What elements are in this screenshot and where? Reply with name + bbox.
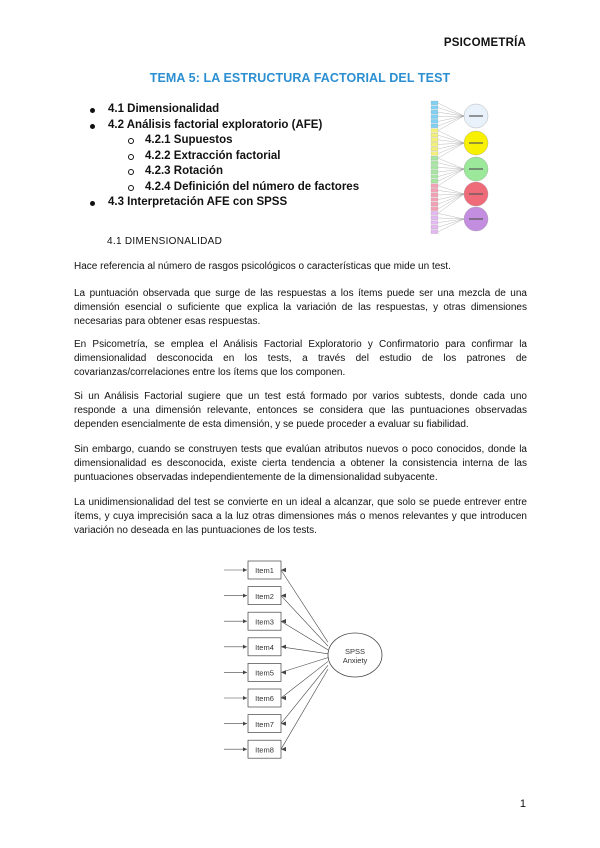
thumbnail-loading-line bbox=[438, 143, 464, 144]
arrowhead-icon bbox=[281, 593, 286, 597]
arrowhead-icon bbox=[243, 670, 247, 674]
thumbnail-loading-line bbox=[438, 169, 464, 181]
thumbnail-item-box bbox=[431, 106, 438, 110]
item-label: Item4 bbox=[255, 643, 274, 652]
thumbnail-item-box bbox=[431, 129, 438, 133]
thumbnail-item-box bbox=[431, 230, 438, 234]
loading-arrow bbox=[281, 621, 328, 650]
loading-arrow bbox=[281, 661, 328, 698]
thumbnail-item-box bbox=[431, 184, 438, 188]
thumbnail-item-box bbox=[431, 207, 438, 211]
thumbnail-item-box bbox=[431, 110, 438, 114]
course-header: PSICOMETRÍA bbox=[443, 37, 526, 49]
toc-item-label: 4.2.3 Rotación bbox=[145, 165, 223, 177]
factor-label-line2: Anxiety bbox=[342, 656, 368, 665]
toc-item bbox=[88, 102, 418, 118]
item-label: Item6 bbox=[255, 694, 274, 704]
page-title: TEMA 5: LA ESTRUCTURA FACTORIAL DEL TEST bbox=[149, 71, 451, 85]
bullet-circle-icon bbox=[128, 154, 134, 160]
arrowhead-icon bbox=[243, 722, 247, 726]
thumbnail-loading-line bbox=[438, 116, 464, 121]
thumbnail-loading-line bbox=[438, 131, 464, 143]
toc-item bbox=[88, 118, 418, 134]
thumbnail-loading-line bbox=[438, 194, 464, 209]
arrowhead-icon bbox=[281, 645, 286, 649]
paragraph-2: La puntuación observada que surge de las respuestas a los ítems puede ser una mezcla de una dimensión esencial o suficiente que explica la variación de las respuestas, y otras dimensiones necesarias para obtener esas respuestas. bbox=[74, 288, 527, 328]
item-label: Item3 bbox=[255, 617, 274, 627]
arrowhead-icon bbox=[243, 645, 247, 649]
thumbnail-item-box bbox=[431, 221, 438, 225]
thumbnail-item-box bbox=[431, 142, 438, 146]
thumbnail-item-box bbox=[431, 175, 438, 179]
thumbnail-factor-label-mark bbox=[469, 168, 483, 169]
thumbnail-item-box bbox=[431, 147, 438, 151]
loading-arrow bbox=[281, 665, 328, 723]
toc-item-label: 4.2 Análisis factorial exploratorio (AFE) bbox=[108, 118, 323, 131]
thumbnail-item-box bbox=[431, 156, 438, 160]
thumbnail-item-box bbox=[431, 152, 438, 156]
toc-item-label: 4.2.2 Extracción factorial bbox=[145, 149, 281, 162]
thumbnail-item-box bbox=[431, 124, 438, 128]
thumbnail-item-box bbox=[431, 198, 438, 202]
thumbnail-loading-line bbox=[438, 140, 464, 143]
paragraph-5: Sin embargo, cuando se construyen tests que evalúan atributos nuevos o poco conocidos, donde la dimensionalidad es desconocida, existe cierta tendencia a obtener la consistencia interna de las puntuaciones observadas independientemente de la dimensionalidad subyacente. bbox=[74, 444, 527, 484]
item-label: Item1 bbox=[255, 566, 274, 576]
toc-item-label: 4.3 Interpretación AFE con SPSS bbox=[108, 196, 288, 208]
thumbnail-factor-label-mark bbox=[469, 218, 483, 219]
thumbnail-loading-line bbox=[438, 169, 464, 177]
section-heading: 4.1 DIMENSIONALIDAD bbox=[107, 236, 223, 247]
paragraph-1: Hace referencia al número de rasgos psicológicos o características que mide un test. bbox=[74, 261, 451, 272]
arrowhead-icon bbox=[243, 594, 247, 598]
paragraph-4: Si un Análisis Factorial sugiere que un test está formado por varios subtests, donde cada uno responde a una dimensión relevante, entonces se considera que las puntuaciones observadas dependen esencialmente de esta dimensión, y se puede proceder a evaluar su fiabilidad. bbox=[74, 391, 527, 431]
loading-arrow bbox=[281, 669, 328, 749]
thumbnail-factor-label-mark bbox=[469, 193, 483, 194]
thumbnail-factor-label-mark bbox=[469, 142, 483, 143]
arrowhead-icon bbox=[243, 696, 247, 700]
arrowhead-icon bbox=[243, 619, 247, 623]
toc-item bbox=[88, 133, 418, 149]
thumbnail-item-box bbox=[431, 170, 438, 174]
thumbnail-loading-line bbox=[438, 116, 464, 126]
paragraph-3: En Psicometría, se emplea el Análisis Factorial Exploratorio y Confirmatorio para confirmar la dimensionalidad desconocida en los tests, a través del estudio de los patrones de covarianzas/correlaciones entre los ítems que los componen. bbox=[74, 339, 527, 379]
thumbnail-item-box bbox=[431, 216, 438, 220]
thumbnail-item-box bbox=[431, 161, 438, 165]
arrowhead-icon bbox=[281, 721, 286, 725]
item-label: Item2 bbox=[255, 591, 274, 601]
toc-item bbox=[88, 180, 418, 196]
thumbnail-loading-line bbox=[438, 143, 464, 158]
thumbnail-item-box bbox=[431, 202, 438, 206]
thumbnail-item-box bbox=[431, 115, 438, 119]
bullet-circle-icon bbox=[128, 138, 134, 144]
toc-item-label: 4.1 Dimensionalidad bbox=[108, 103, 220, 115]
arrowhead-icon bbox=[243, 747, 247, 751]
bullet-circle-icon bbox=[128, 169, 134, 175]
thumbnail-item-box bbox=[431, 211, 438, 215]
toc-item bbox=[88, 164, 418, 180]
thumbnail-loading-line bbox=[438, 194, 464, 204]
toc-item-label: 4.2.1 Supuestos bbox=[145, 134, 233, 146]
table-of-contents bbox=[88, 102, 418, 211]
paragraph-6: La unidimensionalidad del test se convierte en un ideal a alcanzar, que solo se puede entrever entre ítems, y cuya imprecisión saca a la luz otras dimensiones más o menos relevantes y que introducen variación no deseada en las puntuaciones de los tests. bbox=[74, 497, 527, 537]
bullet-dot-icon bbox=[90, 201, 95, 206]
thumbnail-item-box bbox=[431, 133, 438, 137]
thumbnail-loading-line bbox=[438, 186, 464, 194]
bullet-dot-icon bbox=[90, 124, 95, 129]
arrowhead-icon bbox=[243, 568, 247, 572]
thumbnail-loading-line bbox=[438, 158, 464, 169]
page-number: 1 bbox=[519, 798, 526, 810]
loading-arrow bbox=[281, 658, 328, 673]
one-factor-path-diagram bbox=[210, 555, 390, 767]
thumbnail-loading-line bbox=[438, 167, 464, 169]
loading-arrow bbox=[281, 570, 328, 642]
item-label: Item7 bbox=[255, 719, 274, 729]
factor-structure-thumbnail bbox=[426, 98, 492, 236]
item-label: Item5 bbox=[255, 668, 274, 678]
thumbnail-item-box bbox=[431, 188, 438, 192]
thumbnail-loading-line bbox=[438, 143, 464, 154]
thumbnail-item-box bbox=[431, 165, 438, 169]
toc-item bbox=[88, 149, 418, 165]
arrowhead-icon bbox=[281, 670, 286, 674]
factor-label-line1: SPSS bbox=[344, 647, 366, 656]
thumbnail-loading-line bbox=[438, 116, 464, 131]
item-label: Item8 bbox=[255, 745, 274, 755]
thumbnail-loading-line bbox=[438, 135, 464, 143]
thumbnail-loading-line bbox=[438, 116, 464, 117]
thumbnail-loading-line bbox=[438, 190, 464, 194]
thumbnail-item-box bbox=[431, 179, 438, 183]
thumbnail-item-box bbox=[431, 101, 438, 105]
bullet-circle-icon bbox=[128, 185, 134, 191]
toc-item-label: 4.2.4 Definición del número de factores bbox=[145, 180, 360, 193]
toc-item bbox=[88, 195, 418, 211]
arrowhead-icon bbox=[281, 696, 286, 700]
thumbnail-loading-line bbox=[438, 108, 464, 116]
thumbnail-item-box bbox=[431, 138, 438, 142]
loading-arrow bbox=[281, 647, 328, 654]
thumbnail-item-box bbox=[431, 119, 438, 123]
loading-arrow bbox=[281, 596, 328, 646]
thumbnail-factor-label-mark bbox=[469, 115, 483, 116]
thumbnail-loading-line bbox=[438, 143, 464, 149]
thumbnail-item-box bbox=[431, 225, 438, 229]
thumbnail-item-box bbox=[431, 193, 438, 197]
thumbnail-loading-line bbox=[438, 219, 464, 227]
bullet-dot-icon bbox=[90, 108, 95, 113]
